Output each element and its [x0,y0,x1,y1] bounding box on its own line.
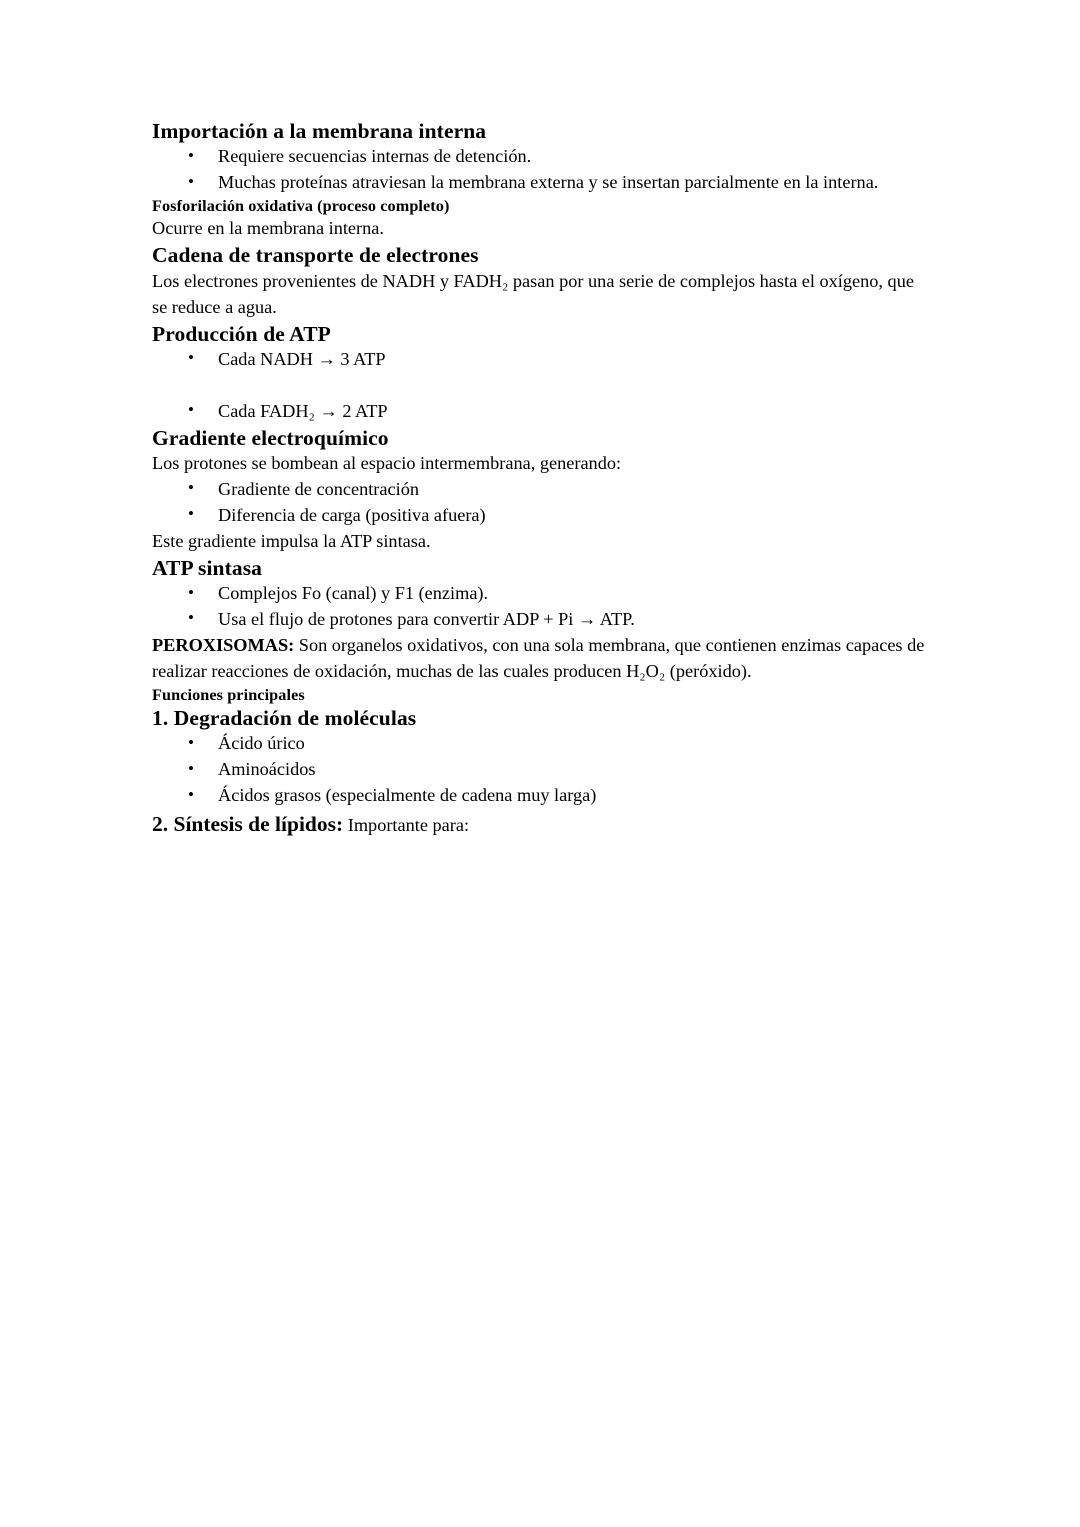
heading-fosforilacion-oxidativa: Fosforilación oxidativa (proceso completo) [152,197,450,216]
heading-importacion-membrana-interna: Importación a la membrana interna [152,119,487,143]
list-item: • Cada FADH₂ → 2 ATP [152,399,928,425]
list-item: • Cada NADH → 3 ATP [152,347,928,373]
paragraph-gradiente-intro: Los protones se bombean al espacio intermembrana, generando: [152,452,622,473]
heading-produccion-atp: Producción de ATP [152,321,331,346]
list-item: • Diferencia de carga (positiva afuera) [152,503,928,529]
list-degradacion-sustratos [152,731,928,809]
list-produccion-atp-rendimiento [152,347,928,425]
list-item: • Complejos Fo (canal) y F1 (enzima). [152,581,928,607]
list-importacion-requisitos [152,144,928,196]
peroxisomas-lead-label: PEROXISOMAS: [152,634,295,655]
list-item: • Gradiente de concentración [152,477,928,503]
list-item: • Usa el flujo de protones para convertir ADP + Pi → ATP. [152,607,928,633]
sintesis-lipidos-texto: Importante para: [343,815,470,836]
heading-gradiente-electroquimico: Gradiente electroquímico [152,425,389,450]
paragraph-cadena-transporte: Los electrones provenientes de NADH y FADH₂ pasan por una serie de complejos hasta el oxígeno, que se reduce a agua. [152,270,914,317]
paragraph-fosforilacion-ubicacion: Ocurre en la membrana interna. [152,218,384,239]
peroxisomas-definicion-texto: Son organelos oxidativos, con una sola membrana, que contienen enzimas capaces de realizar reacciones de oxidación, muchas de las cuales producen H₂O₂ (peróxido). [152,634,925,681]
list-gradiente-componentes [152,477,928,529]
heading-degradacion-moleculas: 1. Degradación de moléculas [152,706,417,731]
list-atp-sintasa-componentes [152,581,928,633]
list-item: • Requiere secuencias internas de detención. [152,144,928,170]
heading-funciones-principales: Funciones principales [152,685,305,704]
heading-atp-sintasa: ATP sintasa [152,555,263,580]
list-item: • Ácidos grasos (especialmente de cadena muy larga) [152,783,928,809]
paragraph-gradiente-cierre: Este gradiente impulsa la ATP sintasa. [152,530,431,551]
document-body [152,118,928,840]
list-item: • Muchas proteínas atraviesan la membrana externa y se insertan parcialmente en la interna. [152,170,928,196]
paragraph-peroxisomas-definicion [152,633,928,685]
paragraph-sintesis-lipidos [152,809,928,840]
sintesis-lipidos-lead-label: 2. Síntesis de lípidos: [152,812,344,837]
heading-cadena-transporte-electrones: Cadena de transporte de electrones [152,243,479,268]
list-item: • Aminoácidos [152,757,928,783]
list-item: • Ácido úrico [152,731,928,757]
